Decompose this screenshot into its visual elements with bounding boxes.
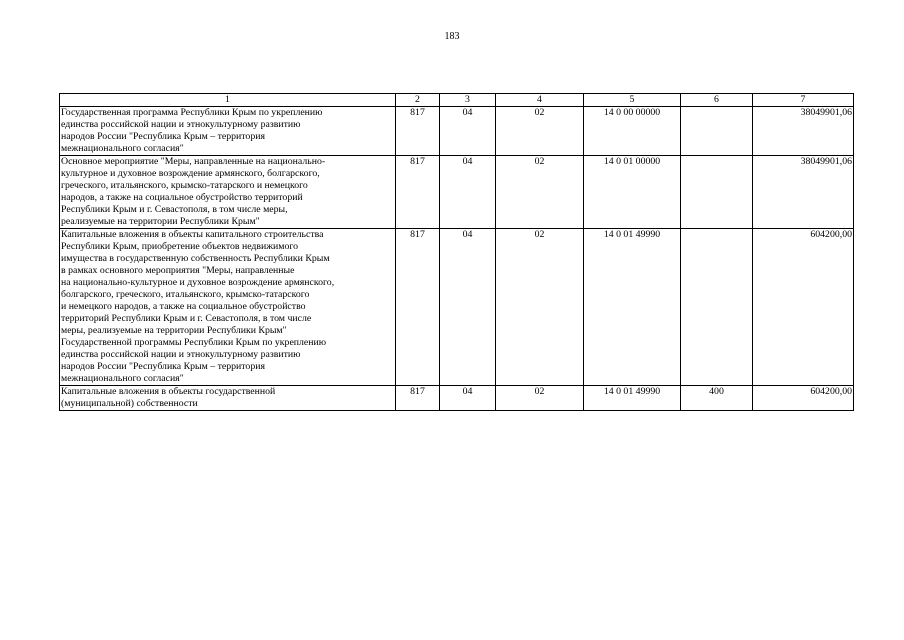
- row-amount: 38049901,06: [753, 156, 854, 229]
- column-header: 7: [753, 94, 854, 107]
- row-expense-type: [681, 229, 753, 386]
- row-name: Государственная программа Республики Крым по укреплению единства российской нации и этнокультурному развитию народов России "Республика Крым – территория межнационального согласия": [60, 107, 396, 156]
- table-header-row: [60, 94, 854, 107]
- row-target-article: 14 0 01 49990: [584, 386, 681, 411]
- table-row: [60, 156, 854, 229]
- row-amount: 604200,00: [753, 386, 854, 411]
- row-expense-type: 400: [681, 386, 753, 411]
- table-row: [60, 229, 854, 386]
- row-amount: 604200,00: [753, 229, 854, 386]
- page-number: 183: [444, 31, 460, 42]
- column-header: 5: [584, 94, 681, 107]
- table-row: [60, 386, 854, 411]
- column-header: 6: [681, 94, 753, 107]
- row-section-code: 04: [440, 386, 496, 411]
- row-ministry-code: 817: [396, 107, 440, 156]
- column-header: 4: [496, 94, 584, 107]
- row-expense-type: [681, 156, 753, 229]
- row-subsection-code: 02: [496, 229, 584, 386]
- row-target-article: 14 0 00 00000: [584, 107, 681, 156]
- column-header: 3: [440, 94, 496, 107]
- row-target-article: 14 0 01 00000: [584, 156, 681, 229]
- budget-table: [59, 93, 854, 411]
- row-amount: 38049901,06: [753, 107, 854, 156]
- row-section-code: 04: [440, 107, 496, 156]
- row-subsection-code: 02: [496, 156, 584, 229]
- column-header: 2: [396, 94, 440, 107]
- row-ministry-code: 817: [396, 156, 440, 229]
- row-ministry-code: 817: [396, 229, 440, 386]
- row-subsection-code: 02: [496, 107, 584, 156]
- row-ministry-code: 817: [396, 386, 440, 411]
- row-name: Капитальные вложения в объекты капитального строительства Республики Крым, приобретение объектов недвижимого имущества в государственную собственность Республики Крым в рамках основного мероприятия "Меры, направленные на национально-культурное и духовное возрождение армянского, болгарского, греческого, итальянского, крымско-татарского и немецкого народов, а также на социальное обустройство территорий Республики Крым и г. Севастополя, в том числе меры, реализуемые на территории Республики Крым" Государственной программы Республики Крым по укреплению единства российской нации и этнокультурному развитию народов России "Республика Крым – территория межнационального согласия": [60, 229, 396, 386]
- row-section-code: 04: [440, 156, 496, 229]
- table-row: [60, 107, 854, 156]
- column-header: 1: [60, 94, 396, 107]
- row-target-article: 14 0 01 49990: [584, 229, 681, 386]
- row-expense-type: [681, 107, 753, 156]
- row-name: Основное мероприятие "Меры, направленные на национально- культурное и духовное возрождение армянского, болгарского, греческого, итальянского, крымско-татарского и немецкого народов, а также на социальное обустройство территорий Республики Крым и г. Севастополя, в том числе меры, реализуемые на территории Республики Крым": [60, 156, 396, 229]
- row-name: Капитальные вложения в объекты государственной (муниципальной) собственности: [60, 386, 396, 411]
- row-subsection-code: 02: [496, 386, 584, 411]
- row-section-code: 04: [440, 229, 496, 386]
